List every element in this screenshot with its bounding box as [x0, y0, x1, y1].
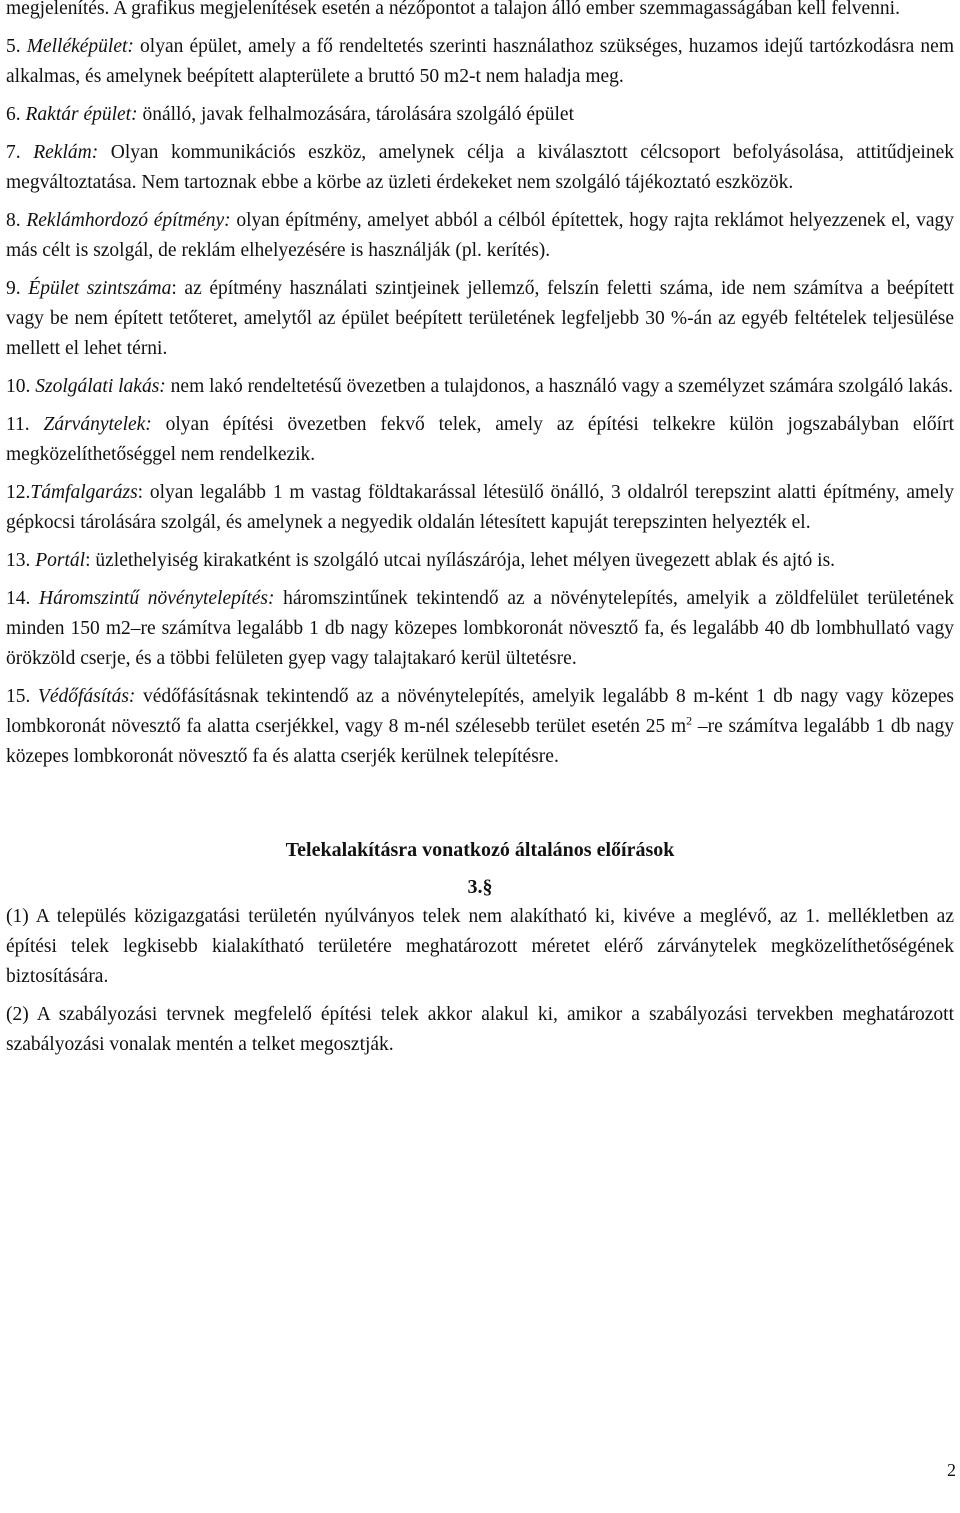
definition-8 [6, 206, 954, 266]
definition-number: 8. [6, 210, 27, 231]
definition-text: nem lakó rendeltetésű övezetben a tulajdonos, a használó vagy a személyzet számára szolgáló lakás. [165, 376, 954, 397]
definition-text: olyan építmény, amelyet abból a célból építettek, hogy rajta reklámot helyezzenek el, vagy más célt is szolgál, de reklám elhelyezésére is használják (pl. kerítés). [6, 210, 955, 261]
definition-term: Reklámhordozó építmény: [26, 210, 231, 231]
definition-12 [6, 478, 954, 538]
definition-text: : üzlethelyiség kirakatként is szolgáló utcai nyílászárója, lehet mélyen üvegezett ablak és ajtó is. [85, 550, 836, 571]
definition-text-continued: –re számítva legalább 1 db nagy közepes lombkoronát növesztő fa és alatta cserjék kerülnek telepítésre. [6, 716, 954, 767]
section-number: 3.§ [467, 876, 493, 898]
definition-term: Háromszintű növénytelepítés: [39, 588, 275, 609]
definition-number: 7. [6, 142, 34, 163]
definition-term: Épület szintszáma [28, 278, 172, 299]
definition-text: háromszintűnek tekintendő az a növénytelepítés, amelyik a zöldfelület területének minden 150 m2–re számítva legalább 1 db nagy közepes lombkoronát növesztő fa, és legalább 40 db lombhullató vagy örökzöld cserje, és a többi felületen gyep vagy talajtakaró kerül ültetésre. [6, 588, 954, 669]
definition-text: Olyan kommunikációs eszköz, amelynek célja a kiválasztott célcsoport befolyásolása, attitűdjeinek megváltoztatása. Nem tartoznak ebbe a körbe az üzleti érdekeket nem szolgáló tájékoztató eszközök. [6, 142, 954, 193]
paragraph-2: (2) A szabályozási tervnek megfelelő építési telek akkor alakul ki, amikor a szabályozási tervekben meghatározott szabályozási vonalak mentén a telket megosztják. [6, 1004, 954, 1055]
definition-number: 10. [6, 376, 36, 397]
definition-9 [6, 274, 954, 364]
definition-14 [6, 584, 954, 674]
definition-term: Reklám: [33, 142, 99, 163]
definition-text: olyan épület, amely a fő rendeltetés szerinti használathoz szükséges, huzamos idejű tartózkodásra nem alkalmas, és amelynek beépített alapterülete a bruttó 50 m2-t nem haladja meg. [6, 36, 954, 87]
paragraph-1: (1) A település közigazgatási területén nyúlványos telek nem alakítható ki, kivéve a meglévő, az 1. mellékletben az építési telek legkisebb kialakítható területére meghatározott méretet elérő zárványtelek megközelíthetőségének biztosítására. [6, 906, 954, 987]
definition-number: 5. [6, 36, 27, 57]
definition-5 [6, 32, 954, 92]
definition-text: : olyan legalább 1 m vastag földtakarással létesülő önálló, 3 oldalról terepszint alatti építmény, amely gépkocsi tárolására szolgál, és amelynek a negyedik oldalán létesített kapuját terepszinten helyezték el. [6, 482, 954, 533]
definition-15 [6, 682, 954, 772]
document-page [6, 0, 954, 1060]
definition-term: Zárványtelek: [43, 414, 152, 435]
definition-text: olyan építési övezetben fekvő telek, amely az építési telkekre külön jogszabályban előírt megközelíthetőséggel nem rendelkezik. [6, 414, 955, 465]
definition-term: Támfalgarázs [30, 482, 138, 503]
definition-11 [6, 410, 954, 470]
intro-paragraph: megjelenítés. A grafikus megjelenítések esetén a nézőpontot a talajon álló ember szemmagasságában kell felvenni. [6, 0, 900, 19]
definition-10 [6, 372, 954, 402]
definition-number: 11. [6, 414, 44, 435]
definition-number: 15. [6, 686, 38, 707]
definition-number: 6. [6, 104, 26, 125]
definition-term: Védőfásítás: [37, 686, 136, 707]
definition-term: Szolgálati lakás: [35, 376, 166, 397]
definition-number: 13. [6, 550, 36, 571]
definition-term: Raktár épület: [25, 104, 138, 125]
definition-6 [6, 100, 954, 130]
page-number: 2 [947, 1460, 956, 1480]
definition-text: védőfásításnak tekintendő az a növénytelepítés, amelyik legalább 8 m-ként 1 db nagy vagy közepes lombkoronát növesztő fa alatta cserjékkel, vagy 8 m-nél szélesebb terület esetén 25 m [6, 686, 955, 737]
definition-text: önálló, javak felhalmozására, tárolására szolgáló épület [137, 104, 574, 125]
superscript: 2 [686, 713, 693, 728]
definition-term: Melléképület: [26, 36, 134, 57]
definition-number: 12. [6, 482, 31, 503]
definition-text: : az építmény használati szintjeinek jellemző, felszín feletti száma, ide nem számítva a beépített vagy be nem épített tetőteret, amelytől az épület beépített területének legfeljebb 30 %-án az egyéb feltételek teljesülése mellett el lehet térni. [6, 278, 955, 359]
definition-term: Portál [35, 550, 86, 571]
definition-13 [6, 546, 954, 576]
definition-number: 9. [6, 278, 29, 299]
definition-number: 14. [6, 588, 40, 609]
section-title: Telekalakításra vonatkozó általános előírások [285, 839, 675, 861]
definition-7 [6, 138, 954, 198]
